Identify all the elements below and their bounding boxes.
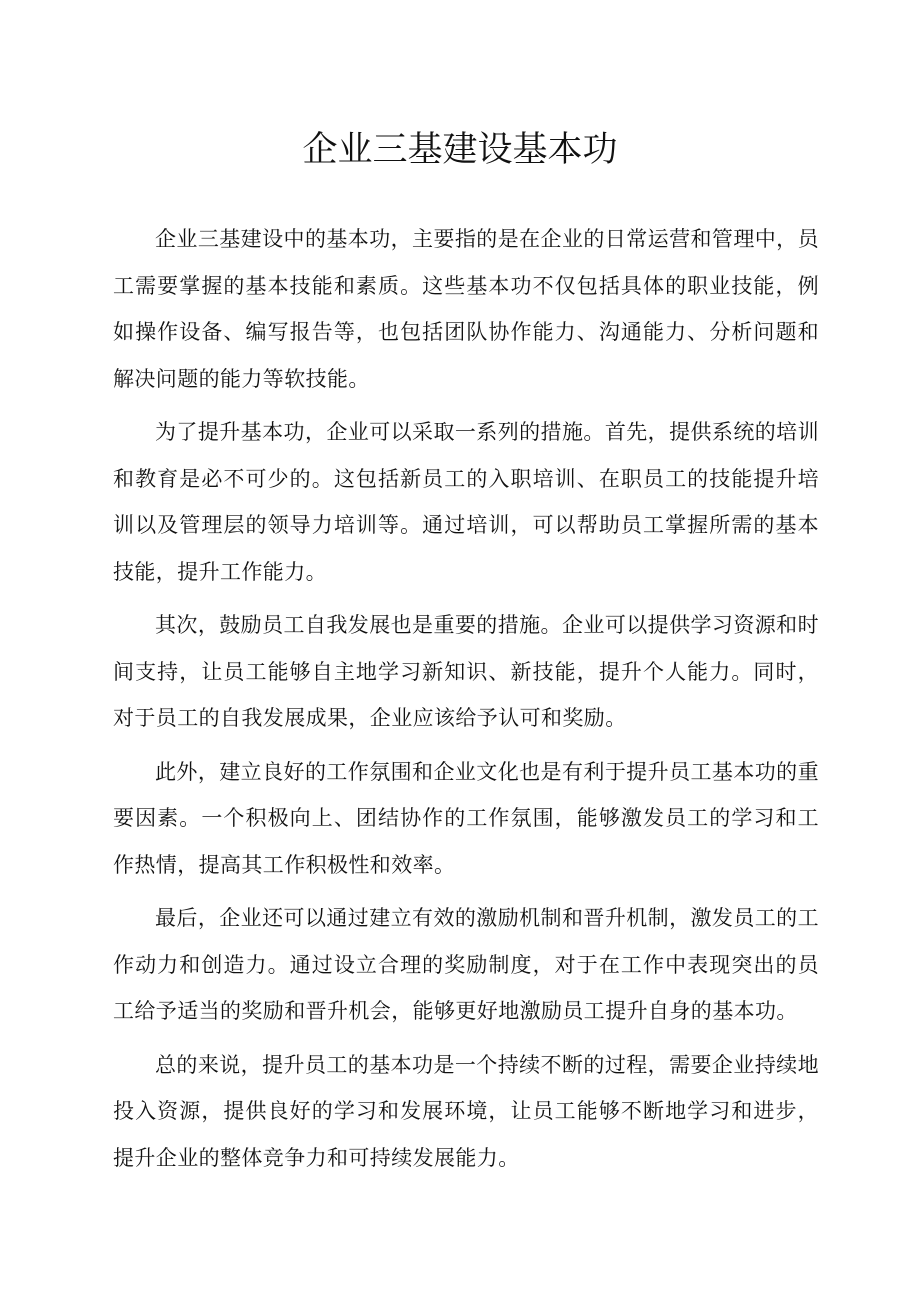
document-title: 企业三基建设基本功 (302, 130, 618, 170)
paragraph-2: 为了提升基本功，企业可以采取一系列的措施。首先，提供系统的培训和教育是必不可少的。这包括新员工的入职培训、在职员工的技能提升培训以及管理层的领导力培训等。通过培训，可以帮助员工掌握所需的基本技能，提升工作能力。 (113, 420, 819, 584)
paragraph-1: 企业三基建设中的基本功，主要指的是在企业的日常运营和管理中，员工需要掌握的基本技能和素质。这些基本功不仅包括具体的职业技能，例如操作设备、编写报告等，也包括团队协作能力、沟通能力、分析问题和解决问题的能力等软技能。 (113, 227, 819, 391)
paragraph-5: 最后，企业还可以通过建立有效的激励机制和晋升机制，激发员工的工作动力和创造力。通过设立合理的奖励制度，对于在工作中表现突出的员工给予适当的奖励和晋升机会，能够更好地激励员工提升自身的基本功。 (113, 906, 819, 1023)
document-body (113, 216, 819, 1188)
paragraph-4: 此外，建立良好的工作氛围和企业文化也是有利于提升员工基本功的重要因素。一个积极向上、团结协作的工作氛围，能够激发员工的学习和工作热情，提高其工作积极性和效率。 (113, 759, 819, 877)
paragraph-6: 总的来说，提升员工的基本功是一个持续不断的过程，需要企业持续地投入资源，提供良好的学习和发展环境，让员工能够不断地学习和进步，提升企业的整体竞争力和可持续发展能力。 (113, 1052, 819, 1170)
paragraph-3: 其次，鼓励员工自我发展也是重要的措施。企业可以提供学习资源和时间支持，让员工能够自主地学习新知识、新技能，提升个人能力。同时，对于员工的自我发展成果，企业应该给予认可和奖励。 (113, 613, 819, 730)
